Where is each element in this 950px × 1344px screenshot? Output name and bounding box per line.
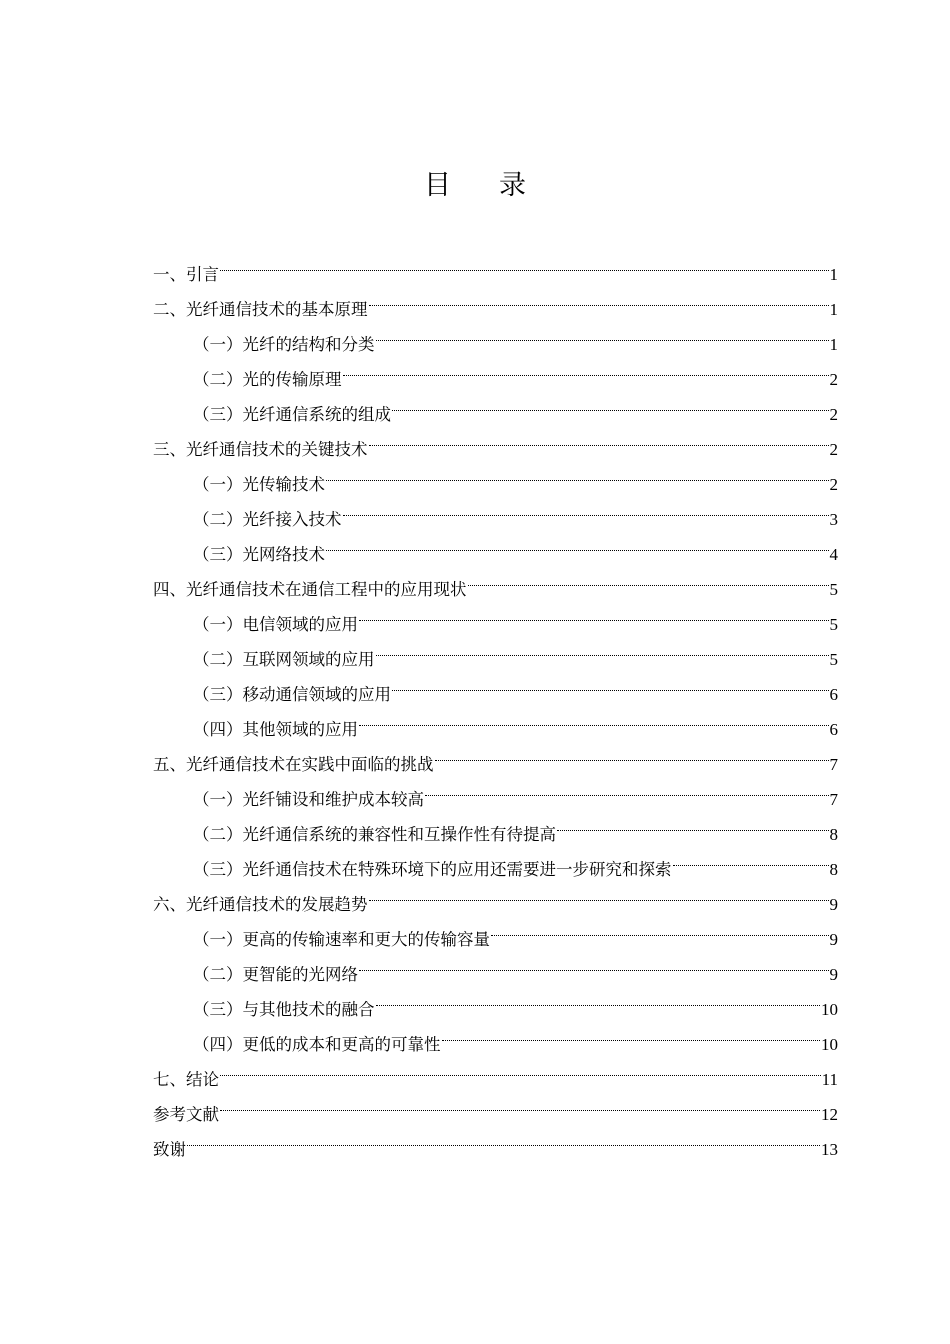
toc-leader-dots <box>392 665 829 700</box>
toc-page-number: 2 <box>829 440 838 459</box>
toc-entry[interactable] <box>153 1085 838 1124</box>
toc-page-number: 7 <box>829 755 838 774</box>
toc-page-number: 6 <box>829 685 838 704</box>
toc-entry-label: （一）光传输技术 <box>193 475 325 494</box>
toc-page-number: 12 <box>821 1105 838 1124</box>
toc-page-number: 6 <box>829 720 838 739</box>
toc-entry-label: （一）光纤铺设和维护成本较高 <box>193 790 424 809</box>
toc-leader-dots <box>359 595 829 630</box>
toc-entry-label: 五、光纤通信技术在实践中面临的挑战 <box>153 755 434 774</box>
toc-leader-dots <box>392 385 829 420</box>
toc-leader-dots <box>343 490 829 525</box>
toc-leader-dots <box>369 875 829 910</box>
toc-entry-label: 三、光纤通信技术的关键技术 <box>153 440 368 459</box>
toc-page-number: 1 <box>829 335 838 354</box>
toc-page-number: 3 <box>829 510 838 529</box>
toc-page-number: 7 <box>829 790 838 809</box>
toc-leader-dots <box>220 245 829 280</box>
toc-page-number: 1 <box>829 265 838 284</box>
toc-leader-dots <box>369 280 829 315</box>
toc-title-text: 目录 <box>424 170 574 201</box>
table-of-contents <box>153 245 838 1159</box>
toc-entry-label: （一）更高的传输速率和更大的传输容量 <box>193 930 490 949</box>
toc-entry-label: （一）电信领域的应用 <box>193 615 358 634</box>
toc-entry-label: （三）光纤通信技术在特殊环境下的应用还需要进一步研究和探索 <box>193 860 672 879</box>
toc-entry-label: （二）互联网领域的应用 <box>193 650 375 669</box>
toc-entry-label: （三）光网络技术 <box>193 545 325 564</box>
toc-entry-label: 致谢 <box>153 1140 186 1159</box>
toc-entry-label: （三）与其他技术的融合 <box>193 1000 375 1019</box>
toc-page-number: 9 <box>829 965 838 984</box>
toc-title <box>0 166 950 206</box>
toc-page-number: 8 <box>829 860 838 879</box>
toc-page-number: 2 <box>829 405 838 424</box>
toc-entry[interactable] <box>153 280 838 319</box>
toc-leader-dots <box>435 735 829 770</box>
toc-entry[interactable] <box>153 1050 838 1089</box>
toc-page-number: 13 <box>821 1140 838 1159</box>
toc-page-number: 10 <box>821 1000 838 1019</box>
toc-leader-dots <box>359 700 829 735</box>
toc-entry-label: 一、引言 <box>153 265 219 284</box>
toc-entry[interactable] <box>153 245 838 284</box>
toc-entry-label: （二）光纤通信系统的兼容性和互操作性有待提高 <box>193 825 556 844</box>
toc-leader-dots <box>220 1050 821 1085</box>
toc-page-number: 4 <box>829 545 838 564</box>
toc-page-number: 2 <box>829 370 838 389</box>
toc-leader-dots <box>557 805 829 840</box>
toc-page-number: 10 <box>821 1035 838 1054</box>
toc-entry-label: 四、光纤通信技术在通信工程中的应用现状 <box>153 580 467 599</box>
toc-page-number: 9 <box>829 930 838 949</box>
toc-leader-dots <box>359 945 829 980</box>
toc-leader-dots <box>491 910 829 945</box>
toc-entry[interactable] <box>153 1120 838 1159</box>
toc-leader-dots <box>376 980 821 1015</box>
toc-entry-label: （四）更低的成本和更高的可靠性 <box>193 1035 441 1054</box>
toc-page-number: 2 <box>829 475 838 494</box>
toc-leader-dots <box>425 770 829 805</box>
toc-entry-label: 六、光纤通信技术的发展趋势 <box>153 895 368 914</box>
toc-leader-dots <box>343 350 829 385</box>
toc-entry-label: （四）其他领域的应用 <box>193 720 358 739</box>
toc-entry-label: 二、光纤通信技术的基本原理 <box>153 300 368 319</box>
toc-leader-dots <box>673 840 829 875</box>
toc-leader-dots <box>326 455 829 490</box>
toc-entry-label: 七、结论 <box>153 1070 219 1089</box>
toc-page-number: 5 <box>829 580 838 599</box>
toc-page-number: 8 <box>829 825 838 844</box>
toc-entry-label: （二）光纤接入技术 <box>193 510 342 529</box>
toc-leader-dots <box>369 420 829 455</box>
toc-leader-dots <box>376 315 829 350</box>
toc-page-number: 5 <box>829 615 838 634</box>
toc-page-number: 5 <box>829 650 838 669</box>
toc-page-number: 11 <box>821 1070 838 1089</box>
toc-entry-label: 参考文献 <box>153 1105 219 1124</box>
toc-leader-dots <box>326 525 829 560</box>
toc-entry-label: （一）光纤的结构和分类 <box>193 335 375 354</box>
toc-page-number: 9 <box>829 895 838 914</box>
toc-entry-label: （二）光的传输原理 <box>193 370 342 389</box>
toc-leader-dots <box>442 1015 821 1050</box>
toc-leader-dots <box>376 630 829 665</box>
toc-entry-label: （三）移动通信领域的应用 <box>193 685 391 704</box>
toc-leader-dots <box>220 1085 820 1120</box>
toc-page-number: 1 <box>829 300 838 319</box>
toc-entry-label: （三）光纤通信系统的组成 <box>193 405 391 424</box>
toc-leader-dots <box>468 560 829 595</box>
toc-leader-dots <box>187 1120 820 1155</box>
toc-entry-label: （二）更智能的光网络 <box>193 965 358 984</box>
